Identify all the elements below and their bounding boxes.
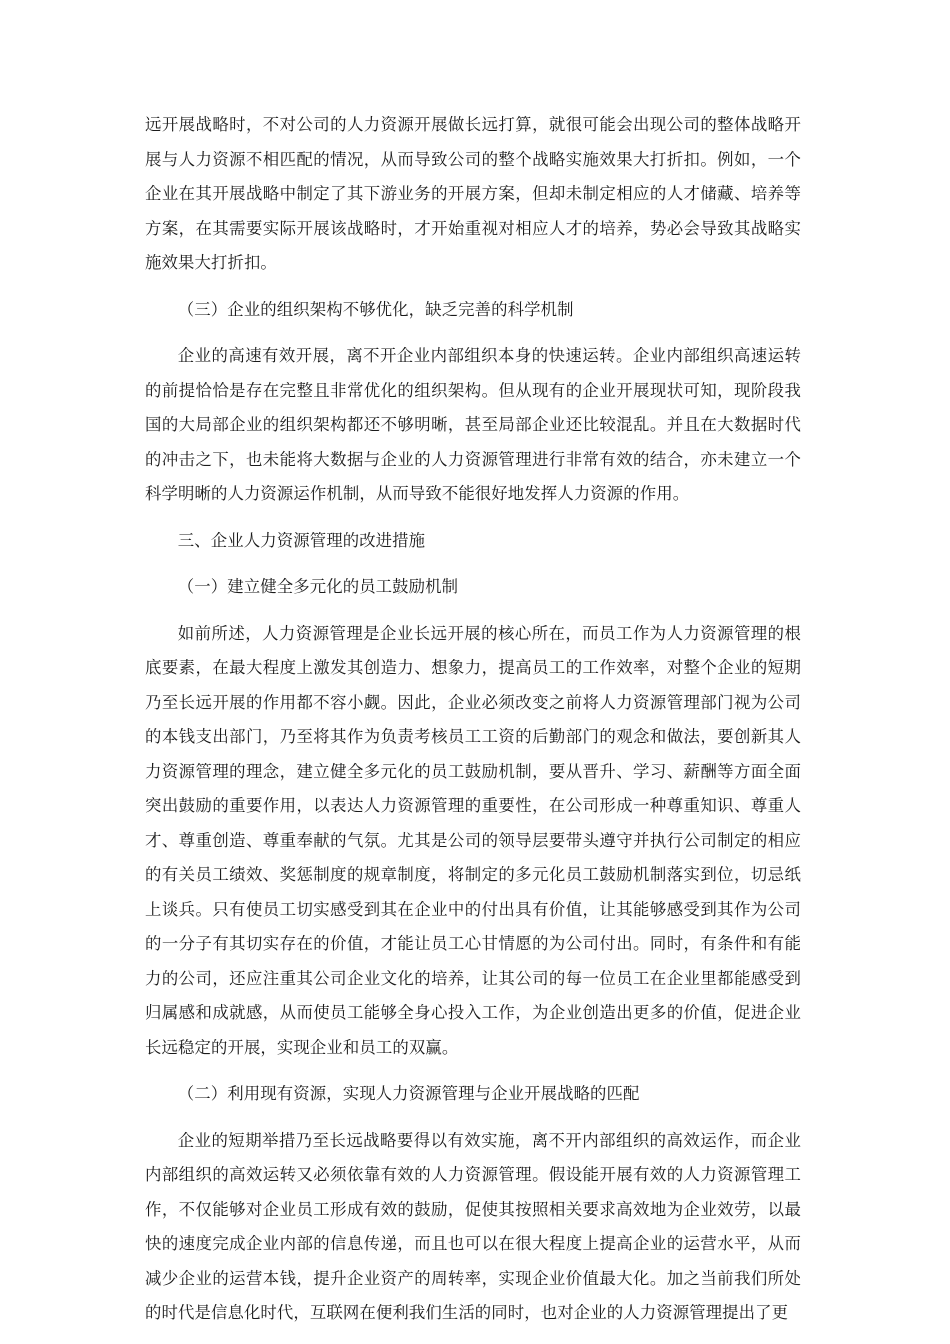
section-heading-3: （三）企业的组织架构不够优化，缺乏完善的科学机制 [177, 299, 574, 319]
section-heading-1: （一）建立健全多元化的员工鼓励机制 [177, 577, 459, 596]
chapter-heading-improvements: 三、企业人力资源管理的改进措施 [177, 530, 426, 550]
paragraph-incentive: 如前所述，人力资源管理是企业长远开展的核心所在，而员工作为人力资源管理的根底要素，在最大程度上激发其创造力、想象力，提高员工的工作效率，对整个企业的短期乃至长远开展的作用都不容小觑。因此，企业必须改变之前将人力资源管理部门视为公司的本钱支出部门，乃至将其作为负责考核员工工资的后勤部门的观念和做法，要创新其人力资源管理的理念，建立健全多元化的员工鼓励机制，要从晋升、学习、薪酬等方面全面突出鼓励的重要作用，以表达人力资源管理的重要性，在公司形成一种尊重知识、尊重人才、尊重创造、尊重奉献的气氛。尤其是公司的领导层要带头遵守并执行公司制定的相应的有关员工绩效、奖惩制度的规章制度，将制定的多元化员工鼓励机制落实到位，切忌纸上谈兵。只有使员工切实感受到其在企业中的付出具有价值，让其能够感受到其作为公司的一分子有其切实存在的价值，才能让员工心甘情愿的为公司付出。同时，有条件和有能力的公司，还应注重其公司企业文化的培养，让其公司的每一位员工在企业里都能感受到归属感和成就感，从而使员工能够全身心投入工作，为企业创造出更多的价值，促进企业长远稳定的开展，实现企业和员工的双赢。 [145, 623, 801, 1057]
section-heading-2: （二）利用现有资源，实现人力资源管理与企业开展战略的匹配 [177, 1084, 640, 1103]
paragraph-organization: 企业的高速有效开展，离不开企业内部组织本身的快速运转。企业内部组织高速运转的前提恰恰是存在完整且非常优化的组织架构。但从现有的企业开展现状可知，现阶段我国的大局部企业的组织架构都还不够明晰，甚至局部企业还比较混乱。并且在大数据时代的冲击之下，也未能将大数据与企业的人力资源管理进行非常有效的结合，亦未建立一个科学明晰的人力资源运作机制，从而导致不能很好地发挥人力资源的作用。 [145, 346, 801, 503]
document-page [145, 108, 801, 1331]
paragraph-continued: 远开展战略时，不对公司的人力资源开展做长远打算，就很可能会出现公司的整体战略开展与人力资源不相匹配的情况，从而导致公司的整个战略实施效果大打折扣。例如，一个企业在其开展战略中制定了其下游业务的开展方案，但却未制定相应的人才储藏、培养等方案，在其需要实际开展该战略时，才开始重视对相应人才的培养，势必会导致其战略实施效果大打折扣。 [145, 115, 801, 272]
paragraph-strategy: 企业的短期举措乃至长远战略要得以有效实施，离不开内部组织的高效运作，而企业内部组织的高效运转又必须依靠有效的人力资源管理。假设能开展有效的人力资源管理工作，不仅能够对企业员工形成有效的鼓励，促使其按照相关要求高效地为企业效劳，以最快的速度完成企业内部的信息传递，而且也可以在很大程度上提高企业的运营水平，从而减少企业的运营本钱，提升企业资产的周转率，实现企业价值最大化。加之当前我们所处的时代是信息化时代，互联网在便利我们生活的同时，也对企业的人力资源管理提出了更 [145, 1130, 801, 1322]
